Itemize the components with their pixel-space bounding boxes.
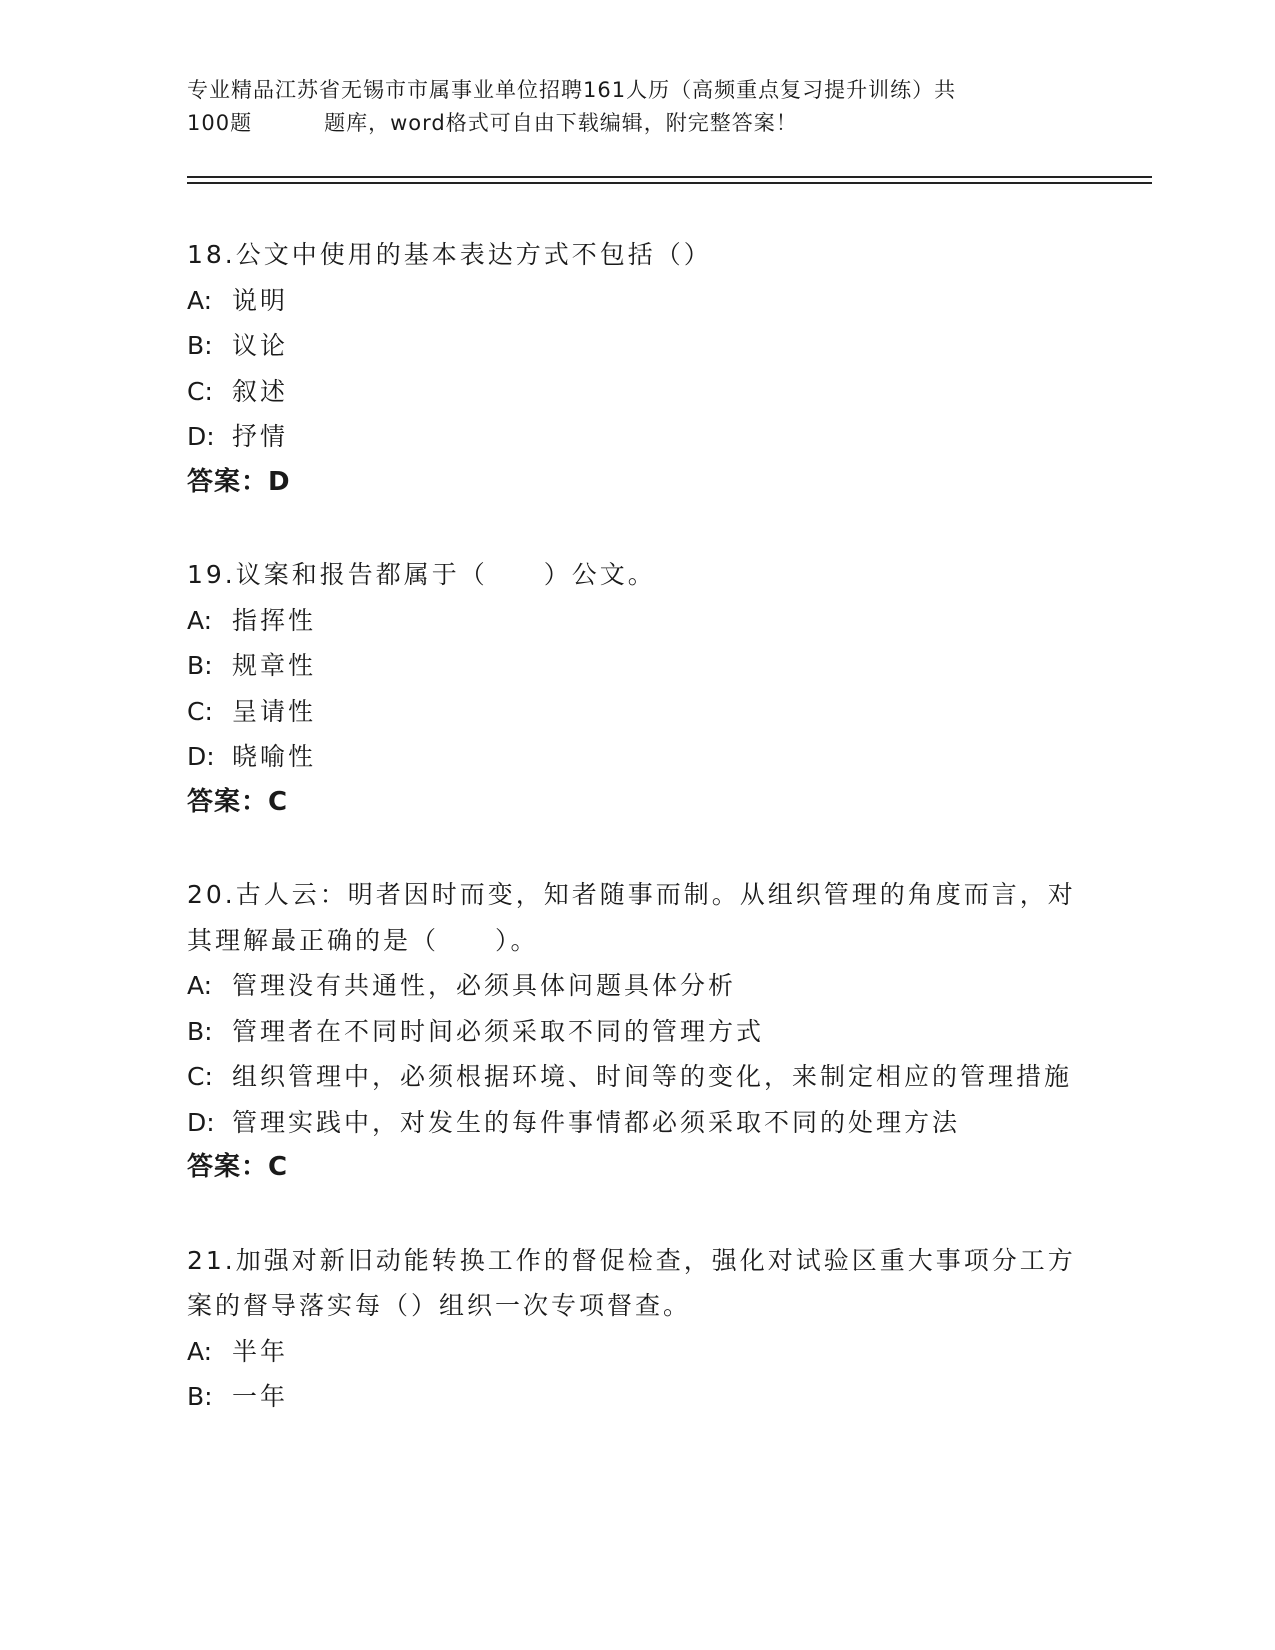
option-a (187, 1329, 1087, 1375)
option-label: B: (187, 1016, 213, 1046)
option-label: B: (187, 651, 213, 680)
option-text: 叙述 (232, 376, 289, 406)
option-text: 说明 (232, 285, 289, 315)
option-text: 议论 (232, 331, 289, 360)
header-title-line2 (187, 107, 1067, 140)
option-b (187, 1009, 1087, 1055)
option-label: C: (187, 1062, 213, 1091)
question-answer: 答案：C (187, 1152, 289, 1182)
option-text: 半年 (232, 1336, 289, 1366)
option-a (187, 963, 1087, 1009)
option-label: B: (187, 331, 213, 360)
option-b (187, 323, 1087, 369)
option-a (187, 278, 1087, 324)
question-list (187, 232, 1087, 1467)
option-text: 管理实践中，对发生的每件事情都必须采取不同的处理方法 (232, 1107, 961, 1137)
option-label: B: (187, 1382, 213, 1411)
option-c (187, 369, 1087, 415)
option-c (187, 1054, 1087, 1100)
question-stem: 20.古人云：明者因时而变，知者随事而制。从组织管理的角度而言，对其理解最正确的是（ ）。 (187, 880, 1076, 955)
question-19 (187, 552, 1087, 825)
option-b (187, 643, 1087, 689)
question-20 (187, 872, 1087, 1191)
option-d (187, 1100, 1087, 1146)
option-label: A: (187, 971, 213, 1000)
option-label: D: (187, 742, 215, 771)
option-label: D: (187, 422, 215, 451)
header-title-line1: 专业精品江苏省无锡市市属事业单位招聘161人历（高频重点复习提升训练）共 (187, 78, 957, 102)
document-header (187, 74, 1067, 140)
option-a (187, 598, 1087, 644)
option-text: 呈请性 (232, 696, 317, 726)
option-c (187, 689, 1087, 735)
option-b (187, 1374, 1087, 1420)
option-text: 管理者在不同时间必须采取不同的管理方式 (232, 1016, 765, 1046)
question-stem: 21.加强对新旧动能转换工作的督促检查，强化对试验区重大事项分工方案的督导落实每（）组织一次专项督查。 (187, 1245, 1076, 1320)
question-18 (187, 232, 1087, 505)
header-description: 题库，word格式可自由下载编辑，附完整答案！ (324, 111, 798, 135)
option-text: 组织管理中，必须根据环境、时间等的变化，来制定相应的管理措施 (232, 1062, 1073, 1091)
option-label: A: (187, 605, 213, 635)
header-divider-top (187, 176, 1152, 178)
header-divider-bottom (187, 182, 1152, 184)
option-label: A: (187, 1336, 213, 1366)
option-text: 晓喻性 (232, 742, 317, 771)
option-label: D: (187, 1107, 215, 1137)
option-text: 指挥性 (232, 605, 317, 635)
option-d (187, 414, 1087, 460)
question-stem: 18.公文中使用的基本表达方式不包括（） (187, 240, 712, 269)
option-text: 管理没有共通性，必须具体问题具体分析 (232, 971, 737, 1000)
option-label: C: (187, 696, 213, 726)
question-stem: 19.议案和报告都属于（ ）公文。 (187, 560, 656, 589)
option-label: A: (187, 285, 213, 315)
option-label: C: (187, 376, 213, 406)
header-question-count: 100题 (187, 111, 253, 135)
question-answer: 答案：C (187, 786, 289, 817)
question-21 (187, 1238, 1087, 1420)
option-d (187, 734, 1087, 780)
option-text: 抒情 (232, 422, 289, 451)
question-answer: 答案：D (187, 466, 291, 497)
option-text: 规章性 (232, 651, 317, 680)
option-text: 一年 (232, 1382, 289, 1411)
